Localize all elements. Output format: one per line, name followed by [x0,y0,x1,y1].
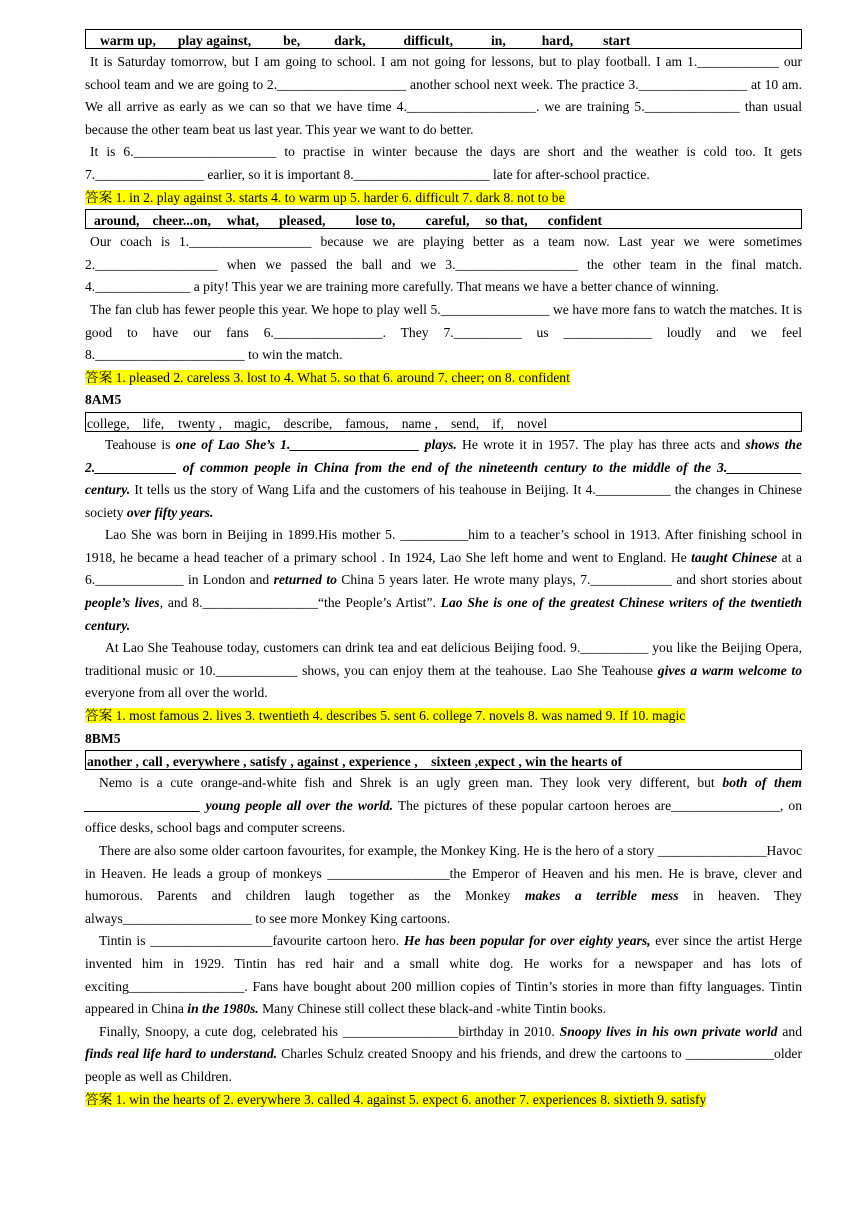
word-6: famous, [345,415,389,431]
section3-heading: 8AM5 [85,392,122,408]
word-6: in, [491,33,506,48]
word-7: hard, [541,33,574,48]
section2-paragraph-2: The fan club has fewer people this year. We hope to play well 5.________________ we have more fans to watch the matches. It is good to have our fans 6.________________. They 7.__________ us _____________ loudly and we feel 8.______________________ to win the match. [85,301,802,363]
word-2: life, [142,415,165,431]
word-4: magic, [233,415,271,431]
word-5: difficult, [403,33,453,48]
word-9: if, [492,415,504,431]
section4-paragraph-3: Tintin is __________________favourite cartoon hero. He has been popular for over eighty years, ever since the artist Herge invented him in 1929. Tintin has red hair and a small white dog. He works for a newspaper and has lots of exciting_________________. Fans have bought about 200 million copies of Tintin’s stories in more than fifty languages. Tintin appeared in China in the 1980s. Many Chinese still collect these black-and -white Tintin books. [85,933,802,1017]
word-6: careful, [425,213,470,229]
section4-paragraph-2: There are also some older cartoon favourites, for example, the Monkey King. He is the hero of a story ________________Havoc in Heaven. He leads a group of monkeys __________________the Emperor of Heaven and his men. He is brave, clever and humorous. Parents and children laugh together as the Monkey makes a terrible mess in heaven. They always___________________ to see more Monkey King cartoons. [85,843,802,926]
section3-paragraph-3: At Lao She Teahouse today, customers can drink tea and eat delicious Beijing food. 9.__________ you like the Beijing Opera, traditional music or 10.____________ shows, you can enjoy them at the teahouse. Lao She Teahouse gives a warm welcome to everyone from all over the world. [85,640,802,701]
word-box-3 [85,412,802,432]
word-7: so that, [485,213,528,229]
section3-paragraph-1: Teahouse is one of Lao She’s 1.___________________ plays. He wrote it in 1957. The play has three acts and shows the 2.____________ of common people in China from the end of the nineteenth century to the middle of the 3.___________ century. It tells us the story of Wang Lifa and the customers of his teahouse in Beijing. It 4.___________ the changes in Chinese society over fifty years. [85,436,803,520]
word-list: another , call , everywhere , satisfy , against , experience , sixteen ,expect , win the hearts of [87,754,623,770]
word-8: confident [547,213,603,229]
word-box-4 [85,750,802,770]
word-box-2 [85,209,802,229]
word-2: play against, [177,33,252,48]
word-10: novel [516,415,548,431]
section1-answer: 答案 1. in 2. play against 3. starts 4. to warm up 5. harder 6. difficult 7. dark 8. not to be [85,189,565,205]
word-1: warm up, [100,33,156,48]
word-4: dark, [334,33,366,48]
section4-paragraph-1: Nemo is a cute orange-and-white fish and Shrek is an ugly green man. They look very different, but both of them _________________ young people all over the world. The pictures of these popular cartoon heroes are________________, on office desks, school bags and computer screens. [85,775,802,836]
section3-answer: 答案 1. most famous 2. lives 3. twentieth 4. describes 5. sent 6. college 7. novels 8. was named 9. If 10. magic [85,708,686,724]
word-8: send, [450,415,480,431]
word-7: name , [401,415,438,431]
section3-paragraph-2: Lao She was born in Beijing in 1899.His mother 5. __________him to a teacher’s school in 1913. After finishing school in 1918, he became a head teacher of a primary school . In 1924, Lao She left home and went to England. He taught Chinese at a 6._____________ in London and returned to China 5 years later. He wrote many plays, 7.____________ and short stories about people’s lives, and 8._________________“the People’s Artist”. Lao She is one of the greatest Chinese writers of the twentieth century. [85,527,802,633]
word-1: around, [94,213,140,229]
word-2: cheer...on, [152,213,211,229]
word-3: what, [226,213,259,229]
section1-paragraph-1: It is Saturday tomorrow, but I am going to school. I am not going for lessons, but to play football. I am 1.____________ our school team and we are going to 2.___________________ another school next week. The practice 3.________________ at 10 am. We all arrive as early as we can so that we have time 4.___________________. we are training 5.______________ than usual because the other team beat us last year. This year we want to do better. [85,54,802,137]
word-3: twenty , [178,415,222,431]
section1-paragraph-2: It is 6._____________________ to practise in winter because the days are short and the weather is cold too. It gets 7.________________ earlier, so it is important 8.____________________ late for after-school practice. [85,144,802,182]
section4-paragraph-4: Finally, Snoopy, a cute dog, celebrated his _________________birthday in 2010. Snoopy lives in his own private world and finds real life hard to understand. Charles Schulz created Snoopy and his friends, and drew the cartoons to _____________older people as well as Children. [85,1023,802,1084]
section4-answer: 答案 1. win the hearts of 2. everywhere 3. called 4. against 5. expect 6. another 7. experiences 8. sixtieth 9. satisfy [85,1091,707,1107]
section2-answer: 答案 1. pleased 2. careless 3. lost to 4. What 5. so that 6. around 7. cheer; on 8. confident [85,369,570,385]
section4-heading: 8BM5 [85,730,121,746]
word-8: start [603,33,631,48]
word-box-1 [85,29,802,49]
section2-paragraph-1: Our coach is 1.__________________ because we are playing better as a team now. Last year we were sometimes 2.__________________ when we passed the ball and we 3.__________________ the other team in the final match. 4.______________ a pity! This year we are training more carefully. That means we have a better chance of winning. [85,234,802,295]
word-5: lose to, [355,213,396,229]
word-3: be, [283,33,301,48]
word-5: describe, [283,415,333,431]
word-4: pleased, [278,213,326,229]
word-1: college, [87,415,130,431]
